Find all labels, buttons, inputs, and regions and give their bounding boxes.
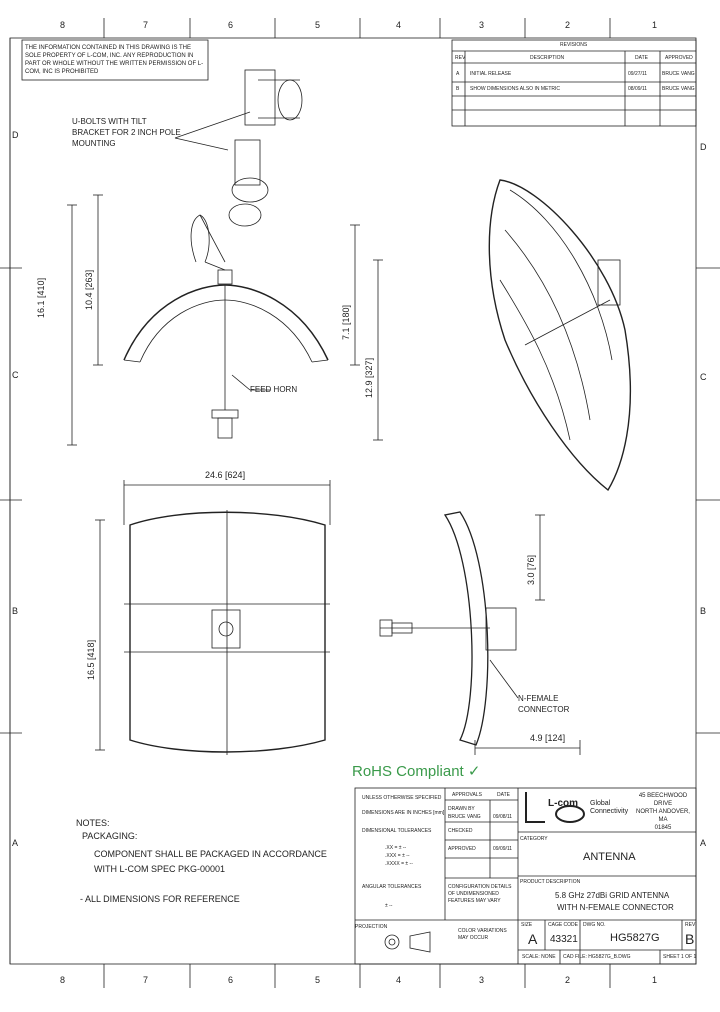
dim-bracket: 3.0 [76]: [526, 554, 536, 585]
rev-date-cell: 08/09/11: [628, 86, 648, 92]
notes-title: NOTES:: [76, 818, 110, 828]
check-icon: ✓: [467, 763, 481, 780]
size-label: SIZE: [521, 922, 533, 928]
approved-date: 09/09/11: [493, 846, 513, 852]
date-column-header: DATE: [497, 792, 510, 798]
grid-col-label: 1: [652, 20, 658, 30]
proprietary-notice: THE INFORMATION CONTAINED IN THIS DRAWING IS THE SOLE PROPERTY OF L-COM, INC. ANY REPRODUCTION IN PART OR WHOLE WITHOUT THE WRITTEN PERMISSION OF L-COM, INC IS PROHIBITED: [25, 45, 204, 75]
feed-horn-callout: FEED HORN: [250, 385, 298, 394]
dim-dish-height: 10.4 [263]: [84, 269, 94, 310]
approved-label: APPROVED: [448, 846, 476, 852]
grid-row-label: A: [700, 838, 707, 848]
description-header: DESCRIPTION: [530, 55, 565, 61]
grid-row-label: D: [12, 130, 19, 140]
rev-date-cell: 09/27/11: [628, 71, 648, 77]
dim-front-height: 16.5 [418]: [86, 639, 96, 680]
grid-col-label: 7: [143, 975, 149, 985]
side-view: [67, 195, 383, 445]
logo-subtitle: Global Connectivity: [590, 800, 629, 815]
sheet-label: SHEET 1 OF 1: [663, 954, 697, 960]
dim-total-depth: 12.9 [327]: [364, 357, 374, 398]
grid-col-label: 5: [315, 975, 321, 985]
rev-header: REV: [455, 55, 466, 61]
rev-cell: A: [456, 71, 460, 77]
company-address: 45 BEECHWOOD DRIVE NORTH ANDOVER, MA 01845: [636, 793, 690, 831]
cad-file-label: CAD FILE: HG5827G_B.DWG: [563, 954, 631, 960]
drawn-by-label: DRAWN BY: [448, 806, 475, 812]
grid-col-label: 3: [479, 975, 485, 985]
rev-cell: B: [456, 86, 460, 92]
color-note: COLOR VARIATIONS MAY OCCUR: [458, 928, 507, 941]
grid-col-label: 6: [228, 20, 234, 30]
notes-packaging: PACKAGING:: [82, 831, 138, 841]
date-header: DATE: [635, 55, 648, 61]
tolerance-line: .XX = ± --: [385, 845, 407, 851]
grid-col-label: 7: [143, 20, 149, 30]
grid-col-label: 3: [479, 20, 485, 30]
tolerance-line: .XXX = ± --: [385, 853, 410, 859]
notes-packaging-line1: COMPONENT SHALL BE PACKAGED IN ACCORDANCE: [94, 849, 327, 859]
company-logo: L-com: [548, 798, 578, 809]
description-line2: WITH N-FEMALE CONNECTOR: [557, 903, 674, 912]
tolerance-line: .XXXX = ± --: [385, 861, 413, 867]
grid-col-label: 6: [228, 975, 234, 985]
cage-value: 43321: [550, 934, 578, 945]
grid-row-label: C: [700, 372, 707, 382]
projection-label: PROJECTION: [355, 924, 388, 930]
grid-row-label: D: [700, 142, 707, 152]
grid-col-label: 2: [565, 975, 571, 985]
front-view: [95, 480, 330, 755]
notes-packaging-line2: WITH L-COM SPEC PKG-00001: [94, 864, 226, 874]
dwg-label: DWG NO.: [583, 922, 606, 928]
rev-desc-cell: INITIAL RELEASE: [470, 71, 512, 77]
grid-col-label: 1: [652, 975, 658, 985]
revisions-title: REVISIONS: [560, 42, 588, 48]
grid-col-label: 8: [60, 20, 66, 30]
isometric-view: [489, 180, 630, 490]
rev-approved-cell: BRUCE VANG: [662, 71, 695, 77]
size-value: A: [528, 931, 538, 947]
grid-row-label: B: [700, 606, 707, 616]
drawn-by-name: BRUCE VANG: [448, 814, 481, 820]
drawn-date: 09/08/11: [493, 814, 513, 820]
cage-label: CAGE CODE: [548, 922, 579, 928]
drawing-border: [10, 38, 696, 964]
checked-label: CHECKED: [448, 828, 473, 834]
grid-col-label: 4: [396, 20, 402, 30]
dim-width: 24.6 [624]: [205, 470, 246, 480]
rohs-label: RoHS Compliant ✓: [352, 763, 481, 780]
scale-label: SCALE: NONE: [522, 954, 556, 960]
dim-profile-depth: 4.9 [124]: [530, 733, 566, 743]
angular-tolerances: ANGULAR TOLERANCES: [362, 884, 422, 890]
bracket-detail: [175, 70, 302, 226]
description-line1: 5.8 GHz 27dBi GRID ANTENNA: [555, 891, 670, 900]
grid-col-label: 5: [315, 20, 321, 30]
approved-header: APPROVED: [665, 55, 693, 61]
grid-col-label: 2: [565, 20, 571, 30]
grid-col-label: 4: [396, 975, 402, 985]
notes-dimensions: - ALL DIMENSIONS FOR REFERENCE: [80, 894, 240, 904]
dim-tolerances: DIMENSIONAL TOLERANCES: [362, 828, 432, 834]
ubolts-callout: U-BOLTS WITH TILT BRACKET FOR 2 INCH POLE MOUNTING: [72, 117, 181, 148]
grid-row-label: B: [12, 606, 19, 616]
rev-approved-cell: BRUCE VANG: [662, 86, 695, 92]
angular-value: ± --: [385, 903, 393, 909]
approvals-header: APPROVALS: [452, 792, 482, 798]
config-note: CONFIGURATION DETAILS OF UNDIMENSIONED FEATURES MAY VARY: [448, 884, 512, 904]
n-female-callout: N-FEMALE CONNECTOR: [518, 694, 570, 714]
dim-depth: 7.1 [180]: [341, 304, 351, 340]
profile-view: [380, 512, 580, 755]
grid-row-label: C: [12, 370, 19, 380]
rev-desc-cell: SHOW DIMENSIONS ALSO IN METRIC: [470, 86, 561, 92]
grid-row-label: A: [12, 838, 19, 848]
rev-value: B: [685, 931, 695, 947]
dims-inches: DIMENSIONS ARE IN INCHES [mm]: [362, 810, 445, 816]
description-label: PRODUCT DESCRIPTION: [520, 879, 581, 885]
dwg-value: HG5827G: [610, 932, 660, 944]
category-label: CATEGORY: [520, 836, 548, 842]
grid-col-label: 8: [60, 975, 66, 985]
rev-label: REV: [685, 922, 696, 928]
unless-specified: UNLESS OTHERWISE SPECIFIED: [362, 795, 442, 801]
dim-overall-height: 16.1 [410]: [36, 277, 46, 318]
category-value: ANTENNA: [583, 851, 636, 863]
revision-table: [452, 40, 696, 126]
